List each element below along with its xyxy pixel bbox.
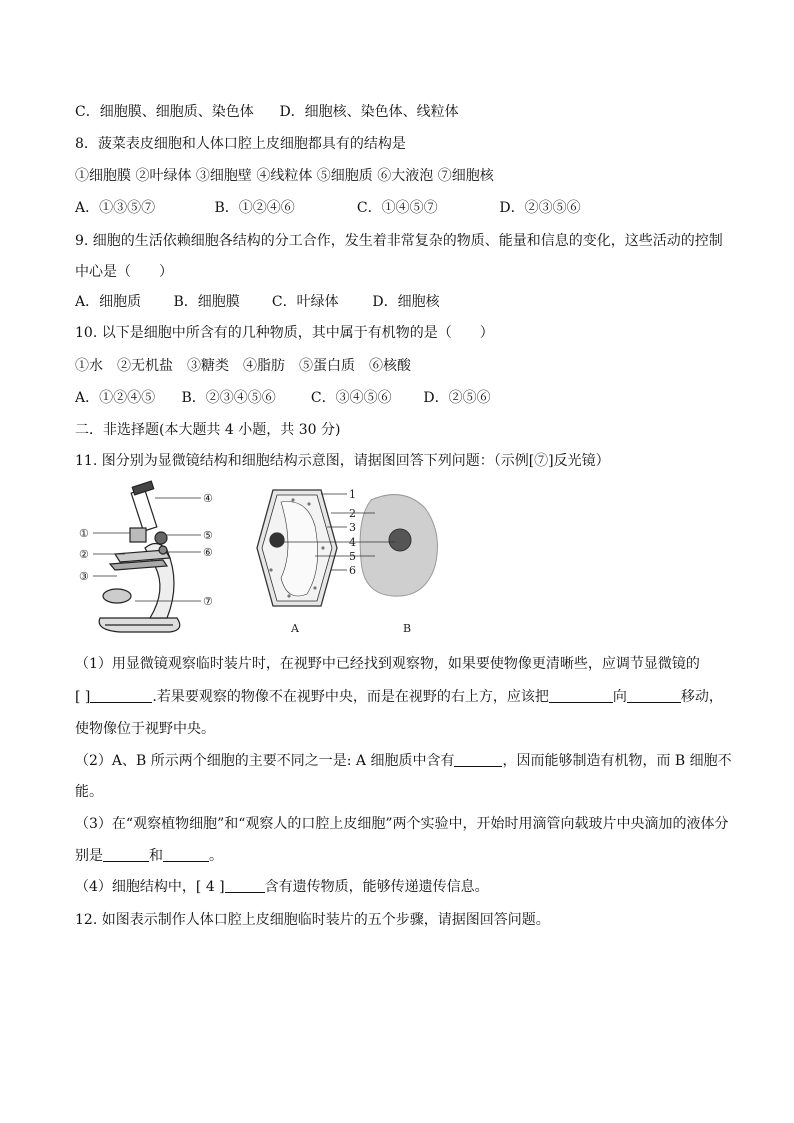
- q9-options-row: [75, 292, 440, 312]
- cell-a-caption: A: [291, 622, 299, 635]
- q10-options-row: [75, 388, 491, 408]
- q11-sub1-blank-1[interactable]: [90, 688, 152, 703]
- cell-label-5: 5: [349, 550, 356, 563]
- cell-b-caption: B: [403, 622, 412, 635]
- q11-sub3-text-b: 和: [149, 848, 163, 864]
- q11-sub1-text-d: 移动，: [680, 689, 723, 705]
- q11-sub1-blank-3[interactable]: [627, 688, 681, 703]
- q11-sub4-blank[interactable]: [225, 878, 265, 893]
- q9-stem-line1: 9. 细胞的生活依赖细胞各结构的分工合作，发生着非常复杂的物质、能量和信息的变化，这些活动的控制: [75, 233, 723, 249]
- animal-cell-b: [360, 495, 437, 597]
- q11-sub1-line3: 使物像位于视野中央。: [75, 721, 215, 737]
- q11-sub1-line2: [75, 687, 723, 707]
- q9-option-c: C．叶绿体: [271, 294, 339, 310]
- cell-label-2: 2: [349, 507, 356, 520]
- q11-sub4-text-b: 含有遗传物质，能够传递遗传信息。: [264, 879, 489, 895]
- q11-sub1-text-c: 向: [612, 689, 627, 705]
- q10-stem: 10. 以下是细胞中所含有的几种物质，其中属于有机物的是（ ）: [75, 325, 494, 341]
- q9-option-a: A．细胞质: [75, 294, 142, 310]
- plant-cell-a: [257, 490, 337, 606]
- q11-sub1-blank-2[interactable]: [549, 688, 613, 703]
- q11-sub2-blank[interactable]: [454, 752, 502, 767]
- q11-sub2-line2: 能。: [75, 784, 103, 800]
- q11-sub3-blank-2[interactable]: [163, 847, 209, 862]
- microscope-label-3: ③: [79, 570, 89, 583]
- microscope-label-4: ④: [203, 492, 213, 505]
- microscope-label-6: ⑥: [203, 546, 213, 559]
- q7-options-row: [75, 102, 459, 122]
- q9-stem-line2: 中心是（ ）: [75, 264, 173, 280]
- q8-option-d: D．②③⑤⑥: [499, 200, 581, 216]
- q10-option-d: D．②⑤⑥: [423, 390, 491, 406]
- q11-sub2-line1: [75, 751, 732, 771]
- q10-option-a: A．①②④⑤: [75, 390, 156, 406]
- q11-sub3-line1: （3）在“观察植物细胞”和“观察人的口腔上皮细胞”两个实验中，开始时用滴管向载玻片中央滴加的液体分: [75, 816, 729, 832]
- microscope-label-2: ②: [79, 548, 89, 561]
- q9-option-d: D．细胞核: [372, 294, 440, 310]
- q8-stem: 8．菠菜表皮细胞和人体口腔上皮细胞都具有的结构是: [75, 136, 406, 152]
- cell-label-1: 1: [349, 488, 356, 501]
- q8-options-row: [75, 198, 581, 218]
- q11-sub2-text-b: ，因而能够制造有机物，而 B 细胞不: [502, 753, 732, 769]
- microscope-label-5: ⑤: [203, 529, 213, 542]
- q11-sub3-line2: [75, 846, 223, 866]
- q11-sub2-text-a: （2）A、B 所示两个细胞的主要不同之一是: A 细胞质中含有: [75, 753, 455, 769]
- q11-figure: [75, 478, 455, 642]
- microscope-drawing: [99, 481, 180, 632]
- q7-option-d: D．细胞核、染色体、线粒体: [279, 104, 459, 120]
- microscope-and-cell-diagram: [75, 478, 455, 638]
- q9-option-b: B．细胞膜: [173, 294, 240, 310]
- section2-heading: 二．非选择题(本大题共 4 小题，共 30 分): [75, 422, 341, 438]
- q12-stem: 12. 如图表示制作人体口腔上皮细胞临时装片的五个步骤，请据图回答问题。: [75, 912, 550, 928]
- cell-label-4: 4: [349, 536, 356, 549]
- q11-sub1-bracket: [ ]: [75, 689, 91, 705]
- q8-option-c: C．①④⑤⑦: [356, 200, 438, 216]
- q11-sub4-line: [75, 877, 489, 897]
- q11-sub3-text-c: 。: [209, 848, 223, 864]
- microscope-label-7: ⑦: [203, 595, 213, 608]
- q8-items: ①细胞膜 ②叶绿体 ③细胞壁 ④线粒体 ⑤细胞质 ⑥大液泡 ⑦细胞核: [75, 168, 494, 184]
- q11-sub4-text-a: （4）细胞结构中，[ 4 ]: [75, 879, 225, 895]
- q11-stem: 11. 图分别为显微镜结构和细胞结构示意图，请据图回答下列问题：（示例[⑦]反光镜）: [75, 453, 610, 469]
- q11-sub3-text-a: 别是: [75, 848, 103, 864]
- q10-items: ①水 ②无机盐 ③糖类 ④脂肪 ⑤蛋白质 ⑥核酸: [75, 358, 411, 374]
- cell-label-3: 3: [349, 521, 356, 534]
- microscope-label-1: ①: [79, 527, 89, 540]
- q11-sub1-text-b: .若果要观察的物像不在视野中央，而是在视野的右上方，应该把: [152, 689, 549, 705]
- q11-sub3-blank-1[interactable]: [103, 847, 149, 862]
- q10-option-c: C．③④⑤⑥: [310, 390, 392, 406]
- q10-option-b: B．②③④⑤⑥: [181, 390, 276, 406]
- q8-option-a: A．①③⑤⑦: [75, 200, 156, 216]
- q8-option-b: B．①②④⑥: [214, 200, 295, 216]
- cell-label-6: 6: [349, 564, 356, 577]
- q7-option-c: C．细胞膜、细胞质、染色体: [75, 104, 254, 120]
- q11-sub1-line1: （1）用显微镜观察临时装片时，在视野中已经找到观察物，如果要使物像更清晰些，应调节显微镜的: [75, 656, 700, 672]
